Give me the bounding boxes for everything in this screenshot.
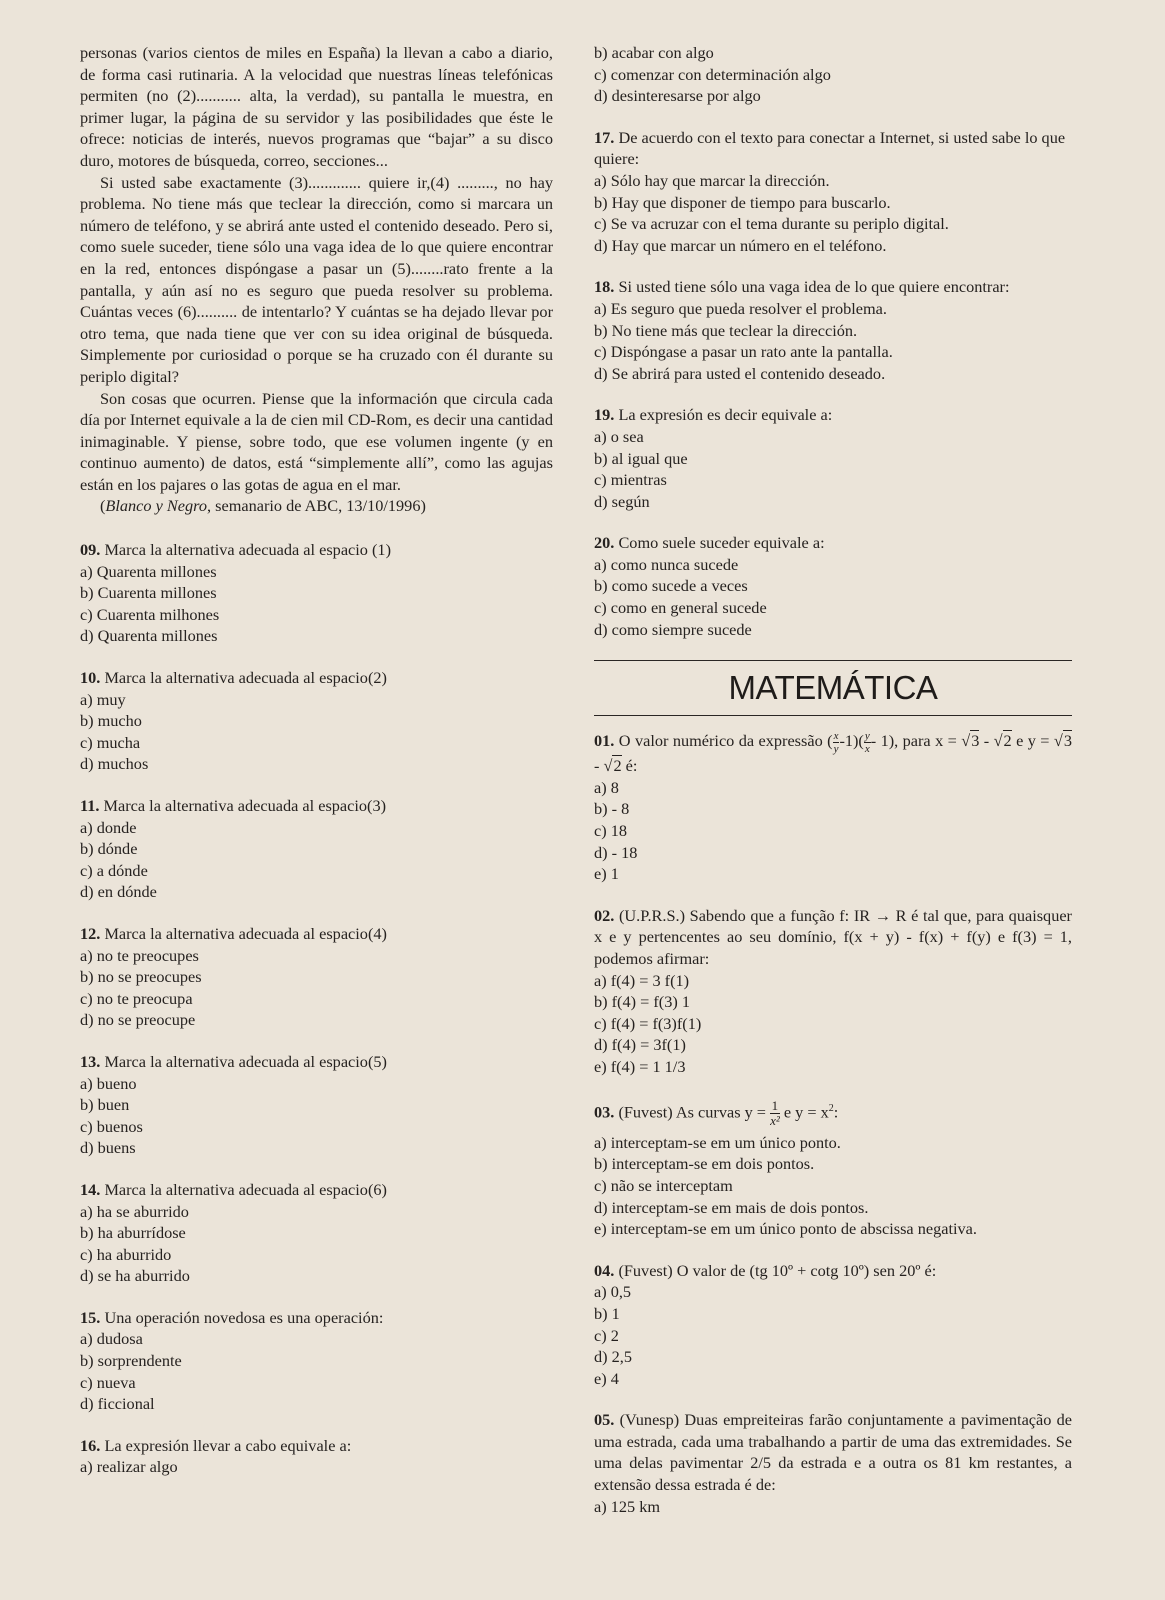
passage-paragraph-2: Si usted sabe exactamente (3)............. quiere ir,(4) ........., no hay problema. No tiene más que teclear la dirección, como si marcara un número de teléfono, y se abrirá ante usted el contenido deseado. Pero si, como suele suceder, tiene sólo una vaga idea de lo que quiere encontrar en la red, entonces dispóngase a pasar un (5)........rato frente a la pantalla, y aún así no es seguro que pueda resolver su problema. Cuántas veces (6).......... de intentarlo? Y cuántas se ha dejado llevar por otro tema, que nada tiene que ver con su idea original de búsqueda. Simplemente por curiosidad o porque se ha cruzado con él durante su periplo digital?: [80, 172, 553, 386]
math-question-01: 01. O valor numérico da expressão ( $\frac{x}{y}$ -1)( $\frac{y}{x}$ - 1), para x = √3 - √2 e y = √3 - √2 é: a) 8 b) - 8 c) 18 d) - 18 e) 1: [594, 730, 1072, 884]
option[interactable]: d) según: [594, 491, 650, 511]
question-number: 16.: [80, 1435, 101, 1455]
question-16-continued: [594, 42, 1072, 107]
question-text: Marca la alternativa adecuada al espacio(5): [104, 1051, 387, 1071]
option[interactable]: d) se ha aburrido: [80, 1266, 190, 1286]
option[interactable]: c) mientras: [594, 470, 667, 490]
option[interactable]: a) donde: [80, 817, 137, 837]
question-number: 20.: [594, 533, 615, 553]
question-number: 09.: [80, 540, 101, 560]
question-10: [80, 667, 553, 775]
option[interactable]: c) no te preocupa: [80, 988, 193, 1008]
section-header: [594, 660, 1072, 716]
option[interactable]: c) não se interceptam: [594, 1175, 733, 1195]
question-number: 17.: [594, 127, 615, 147]
question-number: 01.: [594, 731, 615, 751]
option[interactable]: a) 125 km: [594, 1496, 661, 1516]
option[interactable]: d) 2,5: [594, 1347, 632, 1367]
question-17: [594, 127, 1072, 257]
question-text: La expresión es decir equivale a:: [618, 405, 833, 425]
option[interactable]: c) nueva: [80, 1372, 136, 1392]
section-rule-bottom: [594, 715, 1072, 716]
option[interactable]: c) f(4) = f(3)f(1): [594, 1013, 702, 1033]
math-question-03: 03. (Fuvest) As curvas y = $\frac{1}{\text{x²}}$ e $y = x^2$: a) interceptam-se em um único ponto. b) interceptam-se em dois pontos. c) não se interceptam d) interceptam-se em mais de dois pontos. e) interceptam-se em um único ponto de abscissa negativa.: [594, 1098, 1072, 1240]
option[interactable]: b) 1: [594, 1303, 620, 1323]
option[interactable]: d) Quarenta millones: [80, 626, 218, 646]
question-18: [594, 276, 1072, 384]
passage-paragraph-3: Son cosas que ocurren. Piense que la información que circula cada día por Internet equivale a la de cien mil CD-Rom, es decir una cantidad inimaginable. Y piense, sobre todo, que ese volumen ingente (y en continuo aumento) de datos, está “simplemente allí”, como las agujas están en los pajares o las gotas de agua en el mar.: [80, 388, 553, 494]
question-text: Marca la alternativa adecuada al espacio(2): [104, 668, 387, 688]
option[interactable]: c) como en general sucede: [594, 598, 767, 618]
option[interactable]: b) No tiene más que teclear la dirección.: [594, 320, 858, 340]
option[interactable]: a) no te preocupes: [80, 945, 199, 965]
option[interactable]: b) ha aburrídose: [80, 1223, 186, 1243]
question-09: [80, 539, 553, 647]
option[interactable]: c) 18: [594, 821, 627, 841]
question-text: Como suele suceder equivale a:: [618, 533, 825, 553]
section-title: MATEMÁTICA: [728, 669, 938, 707]
option[interactable]: d) f(4) = 3f(1): [594, 1035, 686, 1055]
question-number: 05.: [594, 1410, 615, 1430]
option[interactable]: b) dónde: [80, 839, 138, 859]
left-column: [80, 42, 553, 1498]
option[interactable]: d) ficcional: [80, 1394, 155, 1414]
question-number: 13.: [80, 1051, 101, 1071]
option[interactable]: d) muchos: [80, 754, 149, 774]
fraction-x-over-y: $\frac{x}{y}$: [833, 730, 839, 756]
spanish-questions-right: [594, 127, 1072, 640]
option[interactable]: d) no se preocupe: [80, 1010, 196, 1030]
passage-paragraph-1: personas (varios cientos de miles en España) la llevan a cabo a diario, de forma casi rutinaria. A la velocidad que nuestras líneas telefónicas permiten (no (2)........... alta, la verdad), su pantalla le muestra, en primer lugar, la página de su servidor y las posibilidades que éste le ofrece: noticias de interés, nuevos programas que “bajar” a su disco duro, motores de búsqueda, correo, secciones...: [80, 43, 553, 170]
option[interactable]: c) Se va acruzar con el tema durante su periplo digital.: [594, 214, 949, 234]
question-text: La expresión llevar a cabo equivale a:: [104, 1435, 352, 1455]
question-text: Marca la alternativa adecuada al espacio(6): [104, 1179, 387, 1199]
option[interactable]: a) interceptam-se em um único ponto.: [594, 1132, 841, 1152]
option[interactable]: a) Es seguro que pueda resolver el problema.: [594, 298, 887, 318]
option[interactable]: c) comenzar con determinación algo: [594, 64, 831, 84]
question-number: 03.: [594, 1101, 615, 1121]
question-number: 19.: [594, 405, 615, 425]
fraction-1-over-x2: $\frac{1}{\text{x²}}$: [770, 1097, 780, 1128]
passage-source: (Blanco y Negro, semanario de ABC, 13/10/1996): [100, 496, 426, 516]
question-number: 18.: [594, 277, 615, 297]
option[interactable]: c) buenos: [80, 1116, 143, 1136]
option[interactable]: b) al igual que: [594, 448, 688, 468]
option[interactable]: a) ha se aburrido: [80, 1201, 189, 1221]
question-number: 11.: [80, 796, 100, 815]
option[interactable]: b) sorprendente: [80, 1351, 182, 1371]
question-13: [80, 1051, 553, 1159]
option[interactable]: b) mucho: [80, 711, 142, 731]
option[interactable]: a) Sólo hay que marcar la dirección.: [594, 170, 830, 190]
option[interactable]: d) buens: [80, 1138, 136, 1158]
question-number: 14.: [80, 1179, 101, 1199]
option[interactable]: a) 0,5: [594, 1282, 632, 1302]
question-number: 12.: [80, 923, 101, 943]
option[interactable]: b) Cuarenta millones: [80, 583, 217, 603]
option[interactable]: c) Dispóngase a pasar un rato ante la pantalla.: [594, 342, 893, 362]
question-20: [594, 532, 1072, 640]
question-text: Marca la alternativa adecuada al espacio (1): [104, 540, 391, 560]
question-text: De acuerdo con el texto para conectar a Internet, si usted sabe lo que quiere:: [594, 127, 1066, 169]
option[interactable]: b) no se preocupes: [80, 967, 202, 987]
option[interactable]: a) muy: [80, 689, 126, 709]
option[interactable]: a) Quarenta millones: [80, 561, 217, 581]
question-12: [80, 923, 553, 1031]
option[interactable]: e) f(4) = 1 1/3: [594, 1056, 686, 1076]
right-column: [594, 42, 1072, 1537]
option[interactable]: d) en dónde: [80, 882, 157, 902]
option[interactable]: b) buen: [80, 1095, 130, 1115]
option[interactable]: a) 8: [594, 777, 619, 797]
option[interactable]: c) 2: [594, 1325, 619, 1345]
option[interactable]: d) interceptam-se em mais de dois pontos.: [594, 1197, 869, 1217]
option[interactable]: a) dudosa: [80, 1329, 143, 1349]
math-question-04: 04. (Fuvest) O valor de (tg 10º + cotg 10º) sen 20º é: a) 0,5 b) 1 c) 2 d) 2,5 e) 4: [594, 1260, 1072, 1390]
option[interactable]: a) como nunca sucede: [594, 554, 739, 574]
question-16: [80, 1435, 553, 1478]
option[interactable]: b) Hay que disponer de tiempo para buscarlo.: [594, 192, 891, 212]
option[interactable]: b) como sucede a veces: [594, 576, 748, 596]
question-text: Una operación novedosa es una operación:: [104, 1307, 384, 1327]
option[interactable]: b) - 8: [594, 799, 630, 819]
option[interactable]: d) Hay que marcar un número en el teléfono.: [594, 235, 887, 255]
fraction-y-over-x: $\frac{y}{x}$: [864, 730, 870, 756]
spanish-questions-left: [80, 539, 553, 1478]
question-number: 15.: [80, 1307, 101, 1327]
option[interactable]: e) interceptam-se em um único ponto de abscissa negativa.: [594, 1219, 977, 1239]
option[interactable]: b) acabar con algo: [594, 43, 714, 62]
question-19: [594, 404, 1072, 512]
option[interactable]: c) mucha: [80, 732, 141, 752]
question-number: 10.: [80, 668, 101, 688]
question-text: Marca la alternativa adecuada al espacio(4): [104, 923, 387, 943]
option[interactable]: a) f(4) = 3 f(1): [594, 970, 690, 990]
question-text: Marca la alternativa adecuada al espacio(3): [103, 796, 387, 815]
math-question-02: 02. (U.P.R.S.) Sabendo que a função f: IR → R é tal que, para quaisquer x e y pertencentes ao seu domínio, f(x + y) - f(x) + f(y) e f(3) = 1, podemos afirmar: a) f(4) = 3 f(1) b) f(4) = f(3) 1 c) f(4) = f(3)f(1) d) f(4) = 3f(1) e) f(4) = 1 1/3: [594, 905, 1072, 1076]
question-number: 02.: [594, 905, 615, 925]
option[interactable]: c) ha aburrido: [80, 1244, 172, 1264]
option[interactable]: d) - 18: [594, 842, 638, 862]
option[interactable]: d) como siempre sucede: [594, 619, 752, 639]
option[interactable]: d) Se abrirá para usted el contenido deseado.: [594, 363, 886, 383]
option[interactable]: a) bueno: [80, 1073, 137, 1093]
option[interactable]: b) interceptam-se em dois pontos.: [594, 1154, 815, 1174]
question-14: [80, 1179, 553, 1287]
question-11: [80, 795, 553, 903]
question-number: 04.: [594, 1260, 615, 1280]
option[interactable]: a) realizar algo: [80, 1457, 178, 1477]
question-15: [80, 1307, 553, 1415]
option[interactable]: c) a dónde: [80, 860, 148, 880]
option[interactable]: b) f(4) = f(3) 1: [594, 992, 690, 1012]
option[interactable]: d) desinteresarse por algo: [594, 86, 761, 106]
option[interactable]: e) 1: [594, 864, 619, 884]
question-text: Si usted tiene sólo una vaga idea de lo que quiere encontrar:: [618, 277, 1010, 297]
option[interactable]: a) o sea: [594, 426, 644, 446]
option[interactable]: c) Cuarenta milhones: [80, 604, 220, 624]
option[interactable]: e) 4: [594, 1368, 619, 1388]
math-question-05: 05. (Vunesp) Duas empreiteiras farão conjuntamente a pavimentação de uma estrada, cada uma trabalhando a partir de uma das extremidades. Se uma delas pavimentar 2/5 da estrada e a outra os 81 km restantes, a extensão dessa estrada é de: a) 125 km: [594, 1410, 1072, 1516]
